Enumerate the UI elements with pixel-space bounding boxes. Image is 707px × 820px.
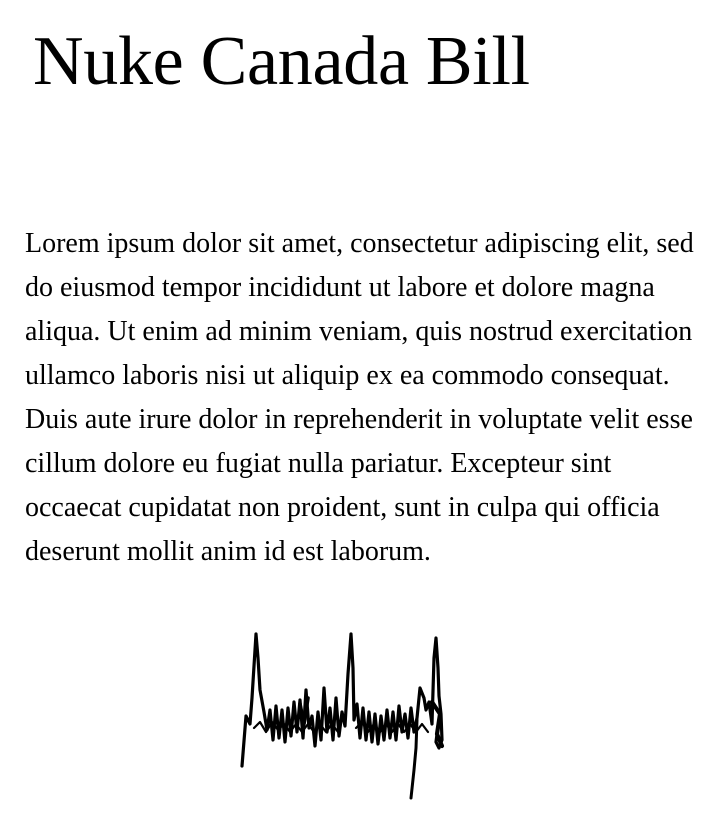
signature-icon xyxy=(236,628,448,800)
document-title: Nuke Canada Bill xyxy=(33,23,530,100)
document-body: Lorem ipsum dolor sit amet, consectetur adipiscing elit, sed do eiusmod tempor incididunt ut labore et dolore magna aliqua. Ut enim ad minim veniam, quis nostrud exercitation ullamco laboris nisi ut aliquip ex ea commodo consequat. Duis aute irure dolor in reprehenderit in voluptate velit esse cillum dolore eu fugiat nulla pariatur. Excepteur sint occaecat cupidatat non proident, sunt in culpa qui officia deserunt mollit anim id est laborum. xyxy=(25,228,694,567)
